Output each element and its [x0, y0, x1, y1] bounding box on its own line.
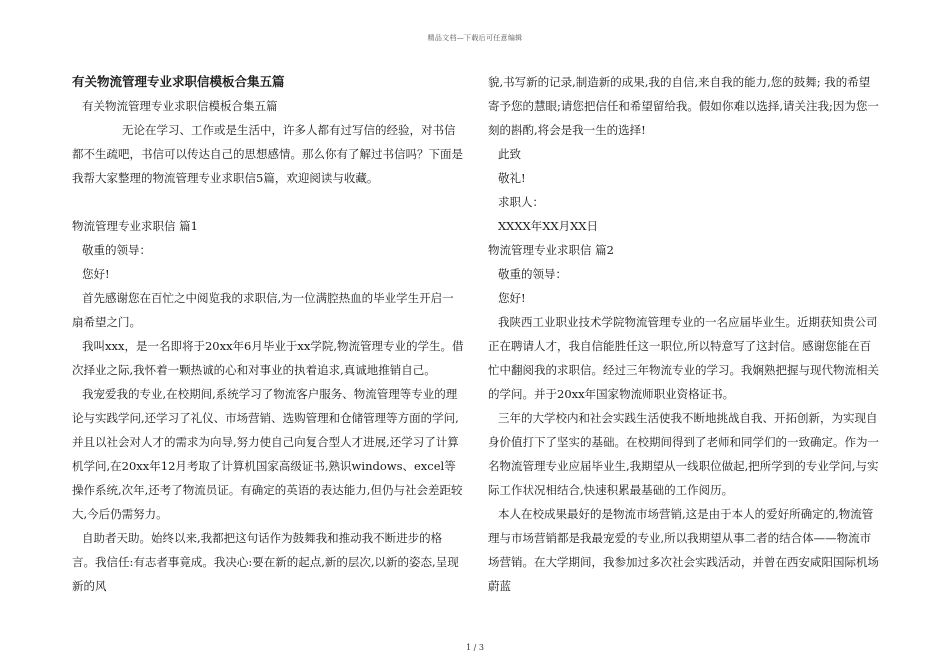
letter-1-greeting: 敬重的领导：: [82, 243, 151, 257]
letter-1-heading: 物流管理专业求职信 篇1: [72, 219, 198, 233]
letter-2-paragraph-1: 我陕西工业职业技术学院物流管理专业的一名应届毕业生。近期获知贵公司正在聘请人才，我自信能胜任这一职位,所以特意写了这封信。感谢您能在百忙中翻阅我的求职信。经过三年物流专业的学习。我娴熟把握与现代物流相关的学问。并于20xx年国家物流师职业资格证书。: [488, 315, 879, 401]
letter-2-paragraph-3: 本人在校成果最好的是物流市场营销,这是由于本人的爱好所确定的,物流管理与市场营销都是我最宠爱的专业,所以我期望从事二者的结合体——物流市场营销。在大学期间，我参加过多次社会实践活动，并曾在西安咸阳国际机场蔚蓝: [488, 507, 879, 593]
document-title: 有关物流管理专业求职信模板合集五篇: [72, 74, 285, 89]
closing-salutation: 此致: [498, 147, 521, 161]
page-number: 1 / 3: [466, 643, 484, 652]
letter-1-paragraph-3: 我宠爱我的专业,在校期间,系统学习了物流客户服务、物流管理等专业的理论与实践学问,还学习了礼仪、市场营销、选购管理和仓储管理等方面的学问,并且以社会对人才的需求为向导,努力使自己向复合型人才进展,还学习了计算机学问,在20xx年12月考取了计算机国家高级证书,熟识windows、excel等操作系统,次年,还考了物流员证。有确定的英语的表达能力,但仍与社会差距较大,今后仍需努力。: [72, 387, 463, 521]
applicant-label: 求职人：: [498, 195, 544, 209]
letter-2-hello: 您好!: [498, 291, 526, 305]
letter-2-heading: 物流管理专业求职信 篇2: [488, 243, 614, 257]
letter-1-hello: 您好!: [82, 267, 110, 281]
letter-1-paragraph-1: 首先感谢您在百忙之中阅览我的求职信,为一位满腔热血的毕业学生开启一扇希望之门。: [72, 291, 454, 329]
letter-date: XXXX年XX月XX日: [498, 219, 598, 233]
letter-1-paragraph-2: 我叫xxx，是一名即将于20xx年6月毕业于xx学院,物流管理专业的学生。借次择业之际,我怀着一颗热诚的心和对事业的执着追求,真诚地推销自己。: [72, 339, 464, 377]
header-note: 精品文档—下载后可任意编辑: [427, 34, 523, 42]
letter-1-paragraph-4: 自助者天助。始终以来,我都把这句话作为鼓舞我和推动我不断进步的格言。我信任:有志者事竟成。我决心:要在新的起点,新的层次,以新的姿态,呈现新的风: [72, 531, 459, 593]
letter-1-paragraph-4-continued: 貌,书写新的记录,制造新的成果,我的自信,来自我的能力,您的鼓舞; 我的希望寄予您的慧眼;请您把信任和希望留给我。假如你难以选择,请关注我;因为您一刻的斟酌,将会是我一生的选择!: [488, 75, 879, 137]
intro-paragraph: 无论在学习、工作或是生活中，许多人都有过写信的经验，对书信都不生疏吧，书信可以传达自己的思想感情。那么你有了解过书信吗？下面是我帮大家整理的物流管理专业求职信5篇，欢迎阅读与收藏。: [72, 123, 463, 185]
document-subtitle: 有关物流管理专业求职信模板合集五篇: [82, 99, 278, 113]
left-column: [72, 70, 464, 598]
letter-2-greeting: 敬重的领导：: [498, 267, 567, 281]
right-column: [488, 70, 880, 598]
closing-regards: 敬礼!: [498, 171, 526, 185]
letter-2-paragraph-2: 三年的大学校内和社会实践生活使我不断地挑战自我、开拓创新，为实现自身价值打下了坚实的基础。在校期间得到了老师和同学们的一致确定。作为一名物流管理专业应届毕业生,我期望从一线职位做起,把所学到的专业学问,与实际工作状况相结合,快速积累最基础的工作阅历。: [488, 411, 879, 497]
